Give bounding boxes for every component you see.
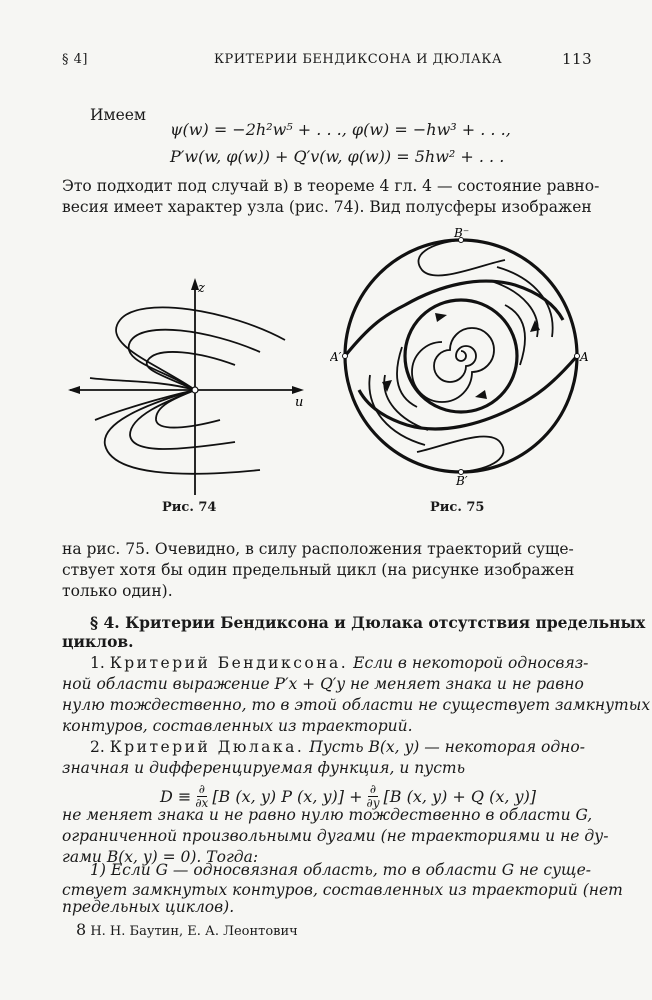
fig75-point-right bbox=[575, 354, 580, 359]
para1-line1: Это подходит под случай в) в теореме 4 гл. 4 — состояние равно- bbox=[62, 177, 600, 195]
fig74-traj-6 bbox=[156, 390, 220, 428]
fig75-label-bottom: B′ bbox=[456, 474, 468, 487]
para1-line2: весия имеет характер узла (рис. 74). Вид полусферы изображен bbox=[62, 198, 592, 216]
page-number: 113 bbox=[562, 50, 593, 68]
fig74-caption: Рис. 74 bbox=[162, 500, 217, 515]
item2-line1: Пусть B(x, y) — некоторая одно- bbox=[309, 738, 585, 756]
item1-line1: Если в некоторой односвяз- bbox=[353, 654, 589, 672]
fig75-label-right: A bbox=[580, 350, 589, 364]
item1-line3: нулю тождественно, то в этой области не существует замкнутых bbox=[62, 696, 651, 714]
intro-formula-2: P′w(w, φ(w)) + Q′v(w, φ(w)) = 5hw² + . . . bbox=[170, 147, 505, 166]
fig75-separatrix-upper bbox=[345, 281, 563, 356]
header-title: КРИТЕРИИ БЕНДИКСОНА И ДЮЛАКА bbox=[214, 52, 503, 67]
fig75-arrow-4 bbox=[435, 313, 447, 322]
para2-line3: только один). bbox=[62, 582, 173, 600]
formula-d-lhs: D ≡ bbox=[160, 787, 192, 806]
para3-line4: 1) Если G — односвязная область, то в области G не суще- bbox=[90, 861, 591, 879]
para3-line3: гами B(x, y) = 0). Тогда: bbox=[62, 848, 259, 866]
item1-num: 1. bbox=[90, 654, 105, 672]
fig74-z-label: z bbox=[198, 281, 205, 296]
fig75-traj-8 bbox=[397, 347, 417, 407]
para3-line6: предельных циклов). bbox=[62, 898, 235, 916]
item2-num: 2. bbox=[90, 738, 105, 756]
para3-line5: ствует замкнутых контуров, составленных из траекторий (нет bbox=[62, 881, 623, 899]
footer-signature-num: 8 bbox=[76, 920, 87, 939]
footer-authors: Н. Н. Баутин, Е. А. Леонтович bbox=[90, 924, 298, 939]
item2-first-line bbox=[90, 737, 585, 758]
intro-label: Имеем bbox=[90, 106, 146, 124]
header-section: § 4] bbox=[62, 52, 88, 67]
item1-line2: ной области выражение P′x + Q′y не меняет знака и не равно bbox=[62, 675, 584, 693]
fig74-origin bbox=[192, 387, 198, 393]
fig74-traj-4 bbox=[105, 390, 260, 474]
fig75-label-left: A′ bbox=[330, 350, 342, 364]
section-heading-line1: § 4. Критерии Бендиксона и Дюлака отсутствия предельных bbox=[90, 613, 646, 632]
para2-line2: ствует хотя бы один предельный цикл (на рисунке изображен bbox=[62, 561, 575, 579]
item1-name: Критерий Бендиксона. bbox=[109, 654, 349, 672]
item2-name: Критерий Дюлака. bbox=[109, 738, 305, 756]
fig75-traj-7 bbox=[505, 305, 525, 365]
fig75-arrow-3 bbox=[475, 390, 487, 399]
fig75-caption: Рис. 75 bbox=[430, 500, 485, 515]
formula-d-frac2-den: ∂y bbox=[366, 796, 380, 810]
item2-line2: значная и дифференцируемая функция, и пусть bbox=[62, 759, 466, 777]
item1-first-line bbox=[90, 653, 588, 674]
formula-d-frac1-num: ∂ bbox=[198, 782, 205, 796]
footer bbox=[76, 919, 298, 942]
para3-line1: не меняет знака и не равно нулю тождественно в области G, bbox=[62, 806, 593, 824]
fig75-separatrix-lower bbox=[359, 356, 577, 429]
para3-line2: ограниченной произвольными дугами (не траекториями и не ду- bbox=[62, 827, 609, 845]
fig74-left-arrow bbox=[68, 386, 80, 394]
intro-formula-1: ψ(w) = −2h²w⁵ + . . ., φ(w) = −hw³ + . . ., bbox=[170, 120, 511, 139]
fig75-point-left bbox=[343, 354, 348, 359]
formula-d-frac2-num: ∂ bbox=[369, 782, 377, 796]
section-heading-line2: циклов. bbox=[62, 632, 134, 651]
fig75-traj-5 bbox=[384, 375, 428, 430]
fig75-boundary-circle bbox=[345, 240, 577, 472]
formula-d-frac1-den: ∂x bbox=[195, 796, 209, 810]
figure-74 bbox=[60, 270, 320, 500]
fig75-spiral bbox=[412, 328, 494, 402]
fig74-traj-1 bbox=[116, 307, 285, 390]
fig75-label-top: B⁻ bbox=[454, 226, 470, 240]
figure-75 bbox=[330, 225, 592, 487]
fig74-u-arrow bbox=[292, 386, 304, 394]
para2-line1: на рис. 75. Очевидно, в силу расположения траекторий суще- bbox=[62, 540, 574, 558]
item1-line4: контуров, составленных из траекторий. bbox=[62, 717, 413, 735]
formula-d-term2: [B (x, y) + Q (x, y)] bbox=[383, 787, 537, 806]
fig74-u-label: u bbox=[295, 395, 304, 410]
formula-d-term1: [B (x, y) P (x, y)] + bbox=[212, 787, 363, 806]
